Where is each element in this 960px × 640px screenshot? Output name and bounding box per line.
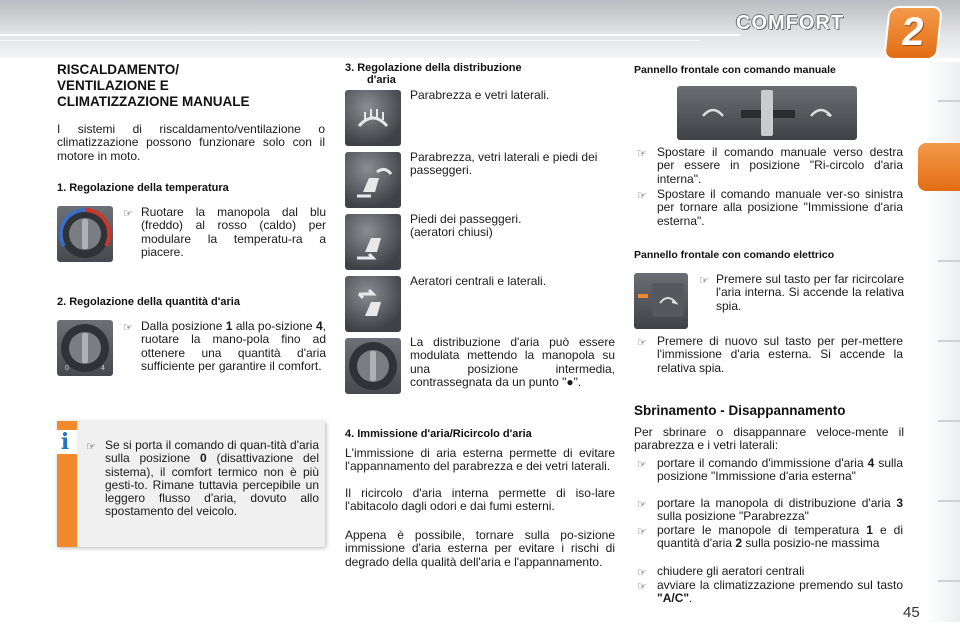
chapter-tab bbox=[938, 500, 960, 502]
text-bold: "A/C" bbox=[657, 591, 690, 606]
text-run: . bbox=[689, 591, 693, 606]
bullet-icon: ☞ bbox=[637, 148, 647, 160]
s2-bullet bbox=[141, 320, 326, 373]
manual-bullet-2: Spostare il comando manuale ver-so sinistra per tornare alla posizione "Immissione d'aria esterna". bbox=[657, 187, 903, 228]
vents-icon bbox=[345, 276, 401, 332]
info-text bbox=[105, 439, 319, 519]
windscreen-feet-icon bbox=[345, 152, 401, 208]
text-line: Piedi dei passeggeri. bbox=[410, 212, 522, 226]
bullet-icon: ☞ bbox=[637, 499, 647, 511]
manual-panel-image bbox=[677, 86, 857, 140]
text-run: avviare la climatizzazione premendo sul tasto bbox=[657, 578, 903, 592]
text-line: (aeratori chiusi) bbox=[410, 225, 493, 240]
bullet-icon: ☞ bbox=[637, 459, 647, 471]
text-bold: 1 bbox=[225, 319, 233, 333]
chapter-badge bbox=[885, 8, 940, 58]
text-bold: 0 bbox=[199, 451, 207, 466]
s1-bullet: Ruotare la manopola dal blu (freddo) al rosso (caldo) per modulare la temperatu-ra a piacere. bbox=[141, 205, 326, 259]
electric-panel-image bbox=[634, 273, 688, 329]
s3-title bbox=[345, 62, 615, 86]
header-stripe bbox=[0, 34, 740, 36]
text-run: portare il comando d'immissione d'aria bbox=[657, 456, 864, 470]
page-header bbox=[0, 0, 960, 58]
bullet-icon: ☞ bbox=[86, 441, 96, 453]
manual-panel-title: Pannello frontale con comando manuale bbox=[634, 64, 836, 76]
chapter-tab bbox=[938, 100, 960, 102]
distribution-2: Parabrezza, vetri laterali e piedi dei passeggeri. bbox=[410, 150, 598, 178]
air-quantity-knob-image bbox=[57, 320, 113, 376]
s4-title: 4. Immissione d'aria/Ricircolo d'aria bbox=[345, 428, 532, 440]
s2-title: 2. Regolazione della quantità d'aria bbox=[57, 296, 240, 308]
chapter-title: COMFORT bbox=[736, 12, 845, 34]
text-run: portare le manopole di temperatura bbox=[657, 523, 860, 537]
defrost-step-3 bbox=[657, 524, 903, 551]
windscreen-icon bbox=[345, 90, 401, 146]
text-run: Se si porta il comando di quan-tità d'aria sulla posizione bbox=[105, 438, 319, 466]
text-run: e di quantità d'aria bbox=[657, 523, 903, 551]
distribution-4: Aeratori centrali e laterali. bbox=[410, 274, 547, 288]
title-line: CLIMATIZZAZIONE MANUALE bbox=[57, 94, 250, 109]
temperature-knob-icon bbox=[57, 206, 113, 262]
s4-para-3: Appena è possibile, tornare sulla po-sizione immissione d'aria esterna per evitare i rischi di degrado della qualità dell'aria e l'appannamento. bbox=[345, 528, 615, 569]
text-run: sulla posizione "Immissione d'aria esterna" bbox=[657, 456, 903, 484]
chapter-number: 2 bbox=[899, 10, 927, 54]
text-bold: 4 bbox=[315, 319, 323, 333]
distribution-1: Parabrezza e vetri laterali. bbox=[410, 88, 550, 102]
electric-panel-title: Pannello frontale con comando elettrico bbox=[634, 249, 835, 261]
seat-windscreen-icon bbox=[345, 152, 401, 208]
title-line: 3. Regolazione della distribuzione bbox=[345, 62, 522, 74]
text-bold: 2 bbox=[735, 536, 743, 551]
defrost-title: Sbrinamento - Disappannamento bbox=[634, 403, 846, 418]
fan-knob-icon bbox=[57, 320, 113, 376]
title-line: d'aria bbox=[367, 74, 396, 86]
defrost-step-4: chiudere gli aeratori centrali bbox=[657, 564, 805, 578]
text-bold: 1 bbox=[866, 523, 873, 537]
temperature-knob-image bbox=[57, 206, 113, 262]
chapter-tab bbox=[938, 340, 960, 342]
electric-bullet-2: Premere di nuovo sul tasto per per-mettere l'immissione d'aria esterna. Si accende la relativa spia. bbox=[657, 334, 903, 375]
title-line: VENTILAZIONE E bbox=[57, 78, 169, 93]
bullet-icon: ☞ bbox=[699, 275, 709, 287]
text-run: sulla posizio-ne massima bbox=[745, 536, 880, 551]
chapter-tab bbox=[938, 420, 960, 422]
chapter-tab bbox=[938, 580, 960, 582]
section-title bbox=[57, 62, 327, 110]
text-run: , ruotare la mano-pola fino ad ottenere una quantità d'aria sufficiente per garantire il comfort. bbox=[141, 319, 327, 373]
defrost-step-5 bbox=[657, 579, 903, 606]
distribution-knob-image bbox=[345, 338, 401, 394]
text-run: sulla posizione "Parabrezza" bbox=[657, 509, 809, 524]
bullet-icon: ☞ bbox=[637, 190, 647, 202]
bullet-icon: ☞ bbox=[637, 581, 647, 593]
seat-face-vent-icon bbox=[345, 276, 401, 332]
recirculation-slider-icon bbox=[677, 86, 857, 140]
svg-text:0: 0 bbox=[65, 365, 69, 372]
windscreen-demist-icon bbox=[345, 90, 401, 146]
defrost-step-2 bbox=[657, 497, 903, 524]
bullet-icon: ☞ bbox=[637, 337, 647, 349]
electric-bullet-1: Premere sul tasto per far ricircolare l'aria interna. Si accende la relativa spia. bbox=[716, 272, 904, 313]
s1-title: 1. Regolazione della temperatura bbox=[57, 182, 229, 194]
text-bold: 4 bbox=[867, 456, 875, 470]
bullet-icon: ☞ bbox=[123, 322, 133, 334]
defrost-step-1 bbox=[657, 457, 903, 484]
info-icon: i bbox=[53, 430, 77, 454]
chapter-tab bbox=[938, 260, 960, 262]
svg-text:4: 4 bbox=[101, 365, 105, 372]
bullet-icon: ☞ bbox=[637, 567, 647, 579]
distribution-knob-icon bbox=[345, 338, 401, 394]
intro-text: I sistemi di riscaldamento/ventilazione o climatizzazione possono funzionare solo con il motore in moto. bbox=[57, 122, 325, 163]
defrost-intro: Per sbrinare o disappannare veloce-mente il parabrezza e i vetri laterali: bbox=[634, 425, 904, 453]
distribution-5: La distribuzione d'aria può essere modulata mettendo la manopola su una posizione intermedia, contrassegnata da un punto "●". bbox=[410, 335, 615, 389]
recirculation-button-icon bbox=[634, 273, 688, 329]
distribution-3 bbox=[410, 213, 610, 240]
bullet-icon: ☞ bbox=[637, 526, 647, 538]
header-stripe bbox=[0, 40, 700, 41]
text-bold: 3 bbox=[896, 496, 903, 510]
s4-para-2: Il ricircolo d'aria interna permette di iso-lare l'abitacolo dagli odori e dai fumi esterni. bbox=[345, 486, 615, 514]
manual-bullet-1: Spostare il comando manuale verso destra per essere in posizione "Ri-circolo d'aria interna". bbox=[657, 145, 903, 186]
feet-icon bbox=[345, 214, 401, 270]
page-number: 45 bbox=[903, 604, 920, 621]
text-run: Dalla posizione bbox=[141, 319, 223, 333]
s4-para-1: L'immissione di aria esterna permette di evitare l'appannamento del parabrezza e dei vetri laterali. bbox=[345, 446, 615, 474]
text-run: alla po-sizione bbox=[235, 319, 313, 333]
bullet-icon: ☞ bbox=[123, 208, 133, 220]
title-line: RISCALDAMENTO/ bbox=[57, 62, 180, 77]
chapter-tab-active bbox=[918, 143, 960, 191]
seat-feet-icon bbox=[345, 214, 401, 270]
text-run: portare la manopola di distribuzione d'aria bbox=[657, 496, 891, 510]
text-run: (disattivazione del sistema), il comfort termico non è più gesti-to. Rimane tuttavia percepibile un leggero flusso d'aria, dovuto allo spostamento del veicolo. bbox=[105, 451, 319, 519]
